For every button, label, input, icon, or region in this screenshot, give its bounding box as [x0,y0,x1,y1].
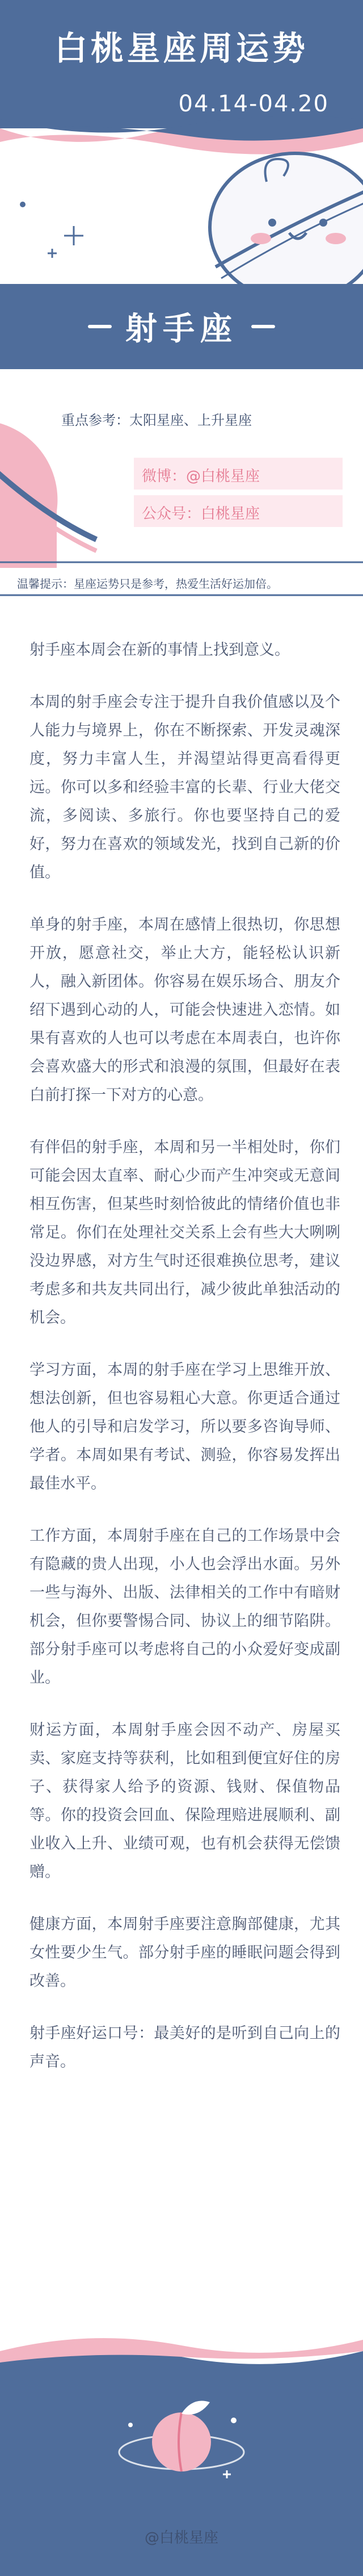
horoscope-article [29,636,340,2100]
paragraph-work: 工作方面，本周射手座在自己的工作场景中会有隐藏的贵人出现，小人也会浮出水面。另外一些与海外、出版、法律相关的工作中有暗财机会，但你要警惕合同、协议上的细节陷阱。部分射手座可以考虑将自己的小众爱好变成副业。 [29,1527,340,1687]
paragraph-slogan: 射手座好运口号：最美好的是听到自己向上的声音。 [29,2025,340,2071]
sign-banner [0,284,363,369]
page-title: 白桃星座周运势 [54,29,309,68]
tip-text: 温馨提示：星座运势只是参考，热爱生活好运加倍。 [17,577,278,591]
date-range: 04.14-04.20 [178,91,329,117]
paragraph-wealth: 财运方面，本周射手座会因不动产、房屋买卖、家庭支持等获利，比如租到便宜好住的房子、获得家人给予的资源、钱财、保值物品等。你的投资会回血、保险理赔进展顺利、副业收入上升、业绩可观，也有机会获得无偿馈赠。 [29,1721,340,1881]
dot-icon [20,202,26,207]
sparkle-icon [48,226,83,258]
banner-dash-right [251,325,275,328]
paragraph-health: 健康方面，本周射手座要注意胸部健康，尤其女性要少生气。部分射手座的睡眠问题会得到改善。 [29,1916,340,1990]
weibo-handle: 微博：@白桃星座 [142,468,260,485]
paragraph-single: 单身的射手座，本周在感情上很热切，你思想开放，愿意社交，举止大方，能轻松认识新人，融入新团体。你容易在娱乐场合、朋友介绍下遇到心动的人，可能会快速进入恋情。如果有喜欢的人也可以考虑在本周表白，也许你会喜欢盛大的形式和浪漫的氛围，但最好在表白前打探一下对方的心意。 [29,916,340,1104]
footer-credit: @白桃星座 [144,2529,218,2546]
key-reference: 重点参考：太阳星座、上升星座 [61,412,252,428]
sign-name: 射手座 [125,311,238,348]
banner-dash-left [88,325,112,328]
blob-planet-icon [210,153,363,301]
paragraph-couple: 有伴侣的射手座，本周和另一半相处时，你们可能会因太直率、耐心少而产生冲突或无意间相互伤害，但某些时刻恰彼此的情绪价值也非常足。你们在处理社交关系上会有些大大咧咧没边界感，对方生气时还很难换位思考，建议考虑多和共友共同出行，减少彼此单独活动的机会。 [29,1139,340,1327]
paragraph-study: 学习方面，本周的射手座在学习上思维开放、想法创新，但也容易粗心大意。你更适合通过他人的引导和启发学习，所以要多咨询导师、学者。本周如果有考试、测验，你容易发挥出最佳水平。 [29,1361,340,1492]
wechat-account: 公众号：白桃星座 [142,505,260,522]
ringed-planet-icon [0,420,96,568]
paragraph-overall: 本周的射手座会专注于提升自我价值感以及个人能力与境界上，你在不断探索、开发灵魂深度，努力丰富人生，并渴望站得更高看得更远。你可以多和经验丰富的长辈、行业大佬交流，多阅读、多旅行。你也要坚持自己的爱好，努力在喜欢的领域发光，找到自己新的价值。 [29,693,340,881]
paragraph-intro: 射手座本周会在新的事情上找到意义。 [29,641,290,659]
